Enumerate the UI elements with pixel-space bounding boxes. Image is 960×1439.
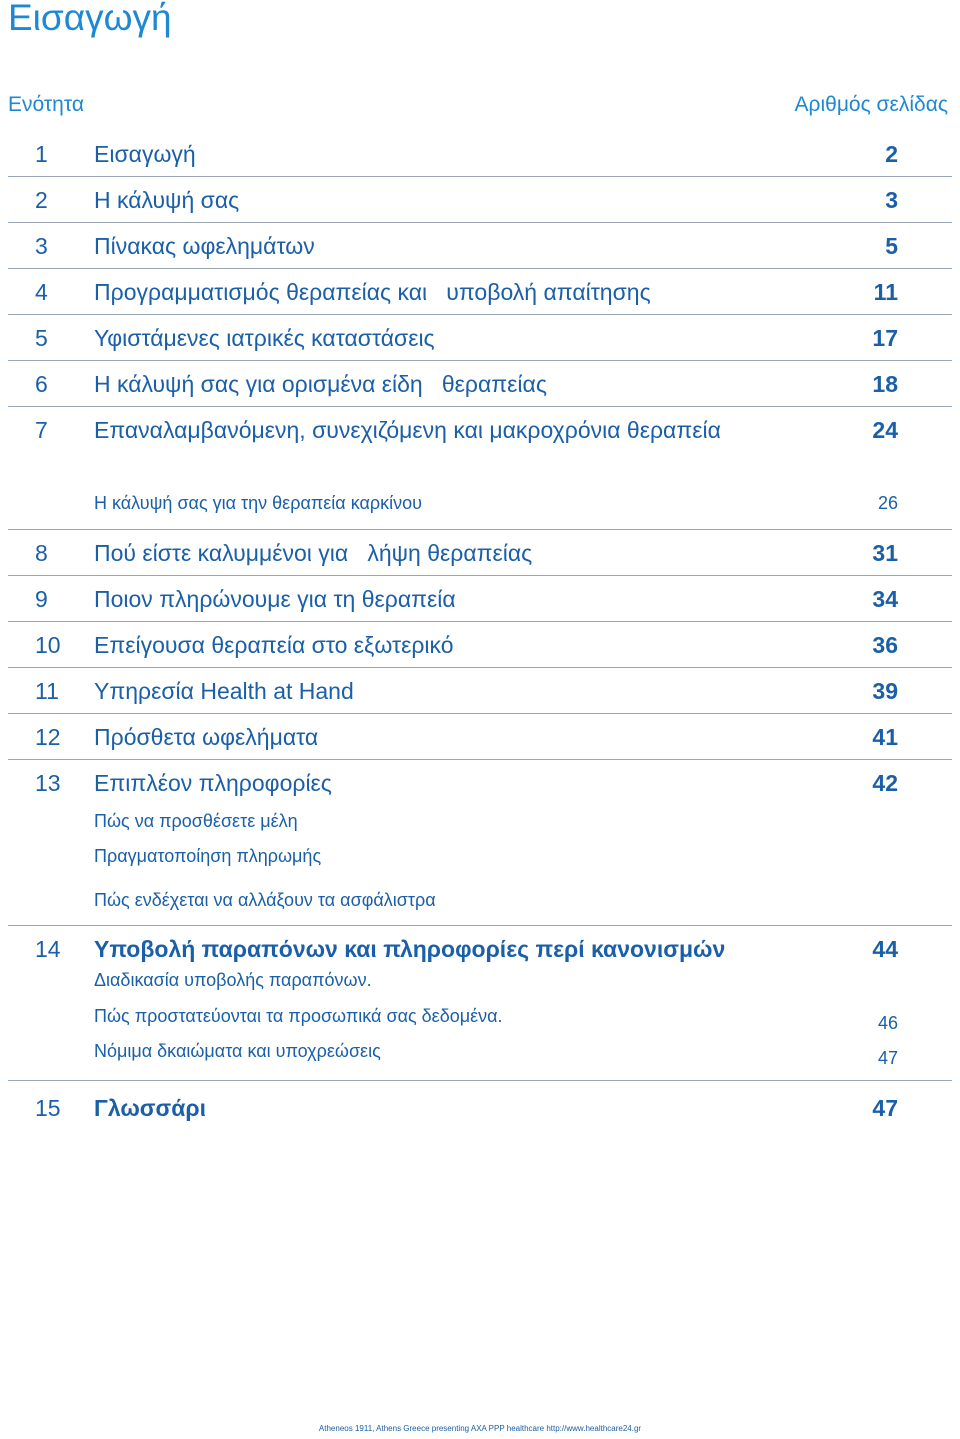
toc-subentry[interactable]: [8, 964, 952, 1000]
page-number-column-header: Αριθμός σελίδας: [794, 93, 948, 116]
toc-subentry[interactable]: [8, 875, 952, 925]
entry-title: Επείγουσα θεραπεία στο εξωτερικό: [94, 632, 454, 658]
entry-title: Ποιον πληρώνουμε για τη θεραπεία: [94, 586, 456, 612]
subentry-title: Πώς ενδέχεται να αλλάξουν τα ασφάλιστρα: [94, 890, 436, 910]
entry-title: Πού είστε καλυμμένοι για λήψη θεραπείας: [94, 540, 533, 566]
subentry-title: Πραγματοποίηση πληρωμής: [94, 846, 322, 866]
toc-entry-9[interactable]: [8, 576, 952, 622]
subentry-page: 46: [877, 1013, 898, 1033]
toc-entry-5[interactable]: [8, 315, 952, 361]
entry-number: 12: [35, 724, 61, 750]
toc-entry-2[interactable]: [8, 177, 952, 223]
entry-page: 5: [885, 233, 898, 259]
entry-title: Υφιστάμενες ιατρικές καταστάσεις: [94, 325, 435, 351]
entry-title: Πρόσθετα ωφελήματα: [94, 724, 319, 750]
entry-page: 41: [872, 724, 898, 750]
entry-page: 34: [872, 586, 898, 612]
toc-entry-11[interactable]: [8, 668, 952, 714]
entry-page: 17: [872, 325, 898, 351]
entry-title: Η κάλυψή σας: [94, 187, 240, 213]
entry-page: 11: [873, 279, 898, 305]
entry-number: 4: [35, 279, 48, 305]
toc-subentry[interactable]: [8, 487, 952, 529]
subentry-title: Νόμιμα δκαιώματα και υποχρεώσεις: [94, 1041, 381, 1061]
entry-page: 18: [872, 371, 898, 397]
entry-title: Επαναλαμβανόμενη, συνεχιζόμενη και μακροχρόνια θεραπεία: [94, 417, 721, 443]
subentry-title: Πώς προστατεύονται τα προσωπικά σας δεδομένα.: [94, 1006, 503, 1026]
toc-entry-14[interactable]: [8, 926, 952, 1081]
toc-entry-8[interactable]: [8, 530, 952, 576]
subentry-page: 47: [877, 1048, 898, 1068]
entry-title: Επιπλέον πληροφορίες: [94, 770, 332, 796]
entry-page: 31: [872, 540, 898, 566]
toc-entry-3[interactable]: [8, 223, 952, 269]
entry-title: Γλωσσάρι: [94, 1095, 206, 1121]
toc-subentry[interactable]: [8, 1000, 952, 1035]
subentry-title: Διαδικασία υποβολής παραπόνων.: [94, 970, 372, 990]
entry-title: Η κάλυψή σας για ορισμένα είδη θεραπείας: [94, 371, 547, 397]
entry-page: 39: [872, 678, 898, 704]
entry-number: 6: [35, 371, 48, 397]
toc-subentry[interactable]: [8, 840, 952, 875]
entry-number: 3: [35, 233, 48, 259]
toc-entry-4[interactable]: [8, 269, 952, 315]
entry-number: 13: [35, 770, 61, 796]
toc-entry-6[interactable]: [8, 361, 952, 407]
toc-entry-13[interactable]: [8, 760, 952, 926]
toc-subentry[interactable]: [8, 805, 952, 840]
entry-page: 44: [872, 936, 898, 962]
toc-entry-15[interactable]: [8, 1081, 952, 1129]
entry-number: 10: [35, 632, 61, 658]
page-title: Εισαγωγή: [8, 0, 172, 38]
toc-entry-10[interactable]: [8, 622, 952, 668]
entry-title: Υποβολή παραπόνων και πληροφορίες περί κανονισμών: [94, 936, 726, 962]
entry-number: 11: [35, 678, 59, 704]
subentry-page: 26: [877, 493, 898, 513]
entry-number: 14: [35, 936, 61, 962]
entry-number: 8: [35, 540, 48, 566]
entry-page: 3: [885, 187, 898, 213]
entry-title: Εισαγωγή: [94, 141, 196, 167]
entry-number: 2: [35, 187, 48, 213]
section-column-header: Ενότητα: [8, 93, 85, 116]
toc-entry-1[interactable]: [8, 131, 952, 177]
entry-title: Προγραμματισμός θεραπείας και υποβολή απαίτησης: [94, 279, 651, 305]
entry-title: Πίνακας ωφελημάτων: [94, 233, 315, 259]
entry-page: 2: [885, 141, 898, 167]
table-of-contents: [8, 131, 952, 1129]
entry-page: 42: [872, 770, 898, 796]
entry-page: 47: [872, 1095, 898, 1121]
entry-number: 5: [35, 325, 48, 351]
entry-page: 36: [872, 632, 898, 658]
subentry-title: Η κάλυψή σας για την θεραπεία καρκίνου: [94, 493, 422, 513]
subentry-title: Πώς να προσθέσετε μέλη: [94, 811, 298, 831]
toc-entry-12[interactable]: [8, 714, 952, 760]
entry-number: 9: [35, 586, 48, 612]
toc-entry-7[interactable]: [8, 407, 952, 530]
footer-credit: Atheneos 1911, Athens Greece presenting AXA PPP healthcare http://www.healthcare24.gr: [318, 1424, 642, 1433]
entry-number: 1: [35, 141, 48, 167]
entry-number: 7: [35, 417, 48, 443]
entry-title: Υπηρεσία Health at Hand: [94, 678, 354, 704]
toc-subentry[interactable]: [8, 1035, 952, 1080]
entry-page: 24: [872, 417, 898, 443]
entry-number: 15: [35, 1095, 61, 1121]
